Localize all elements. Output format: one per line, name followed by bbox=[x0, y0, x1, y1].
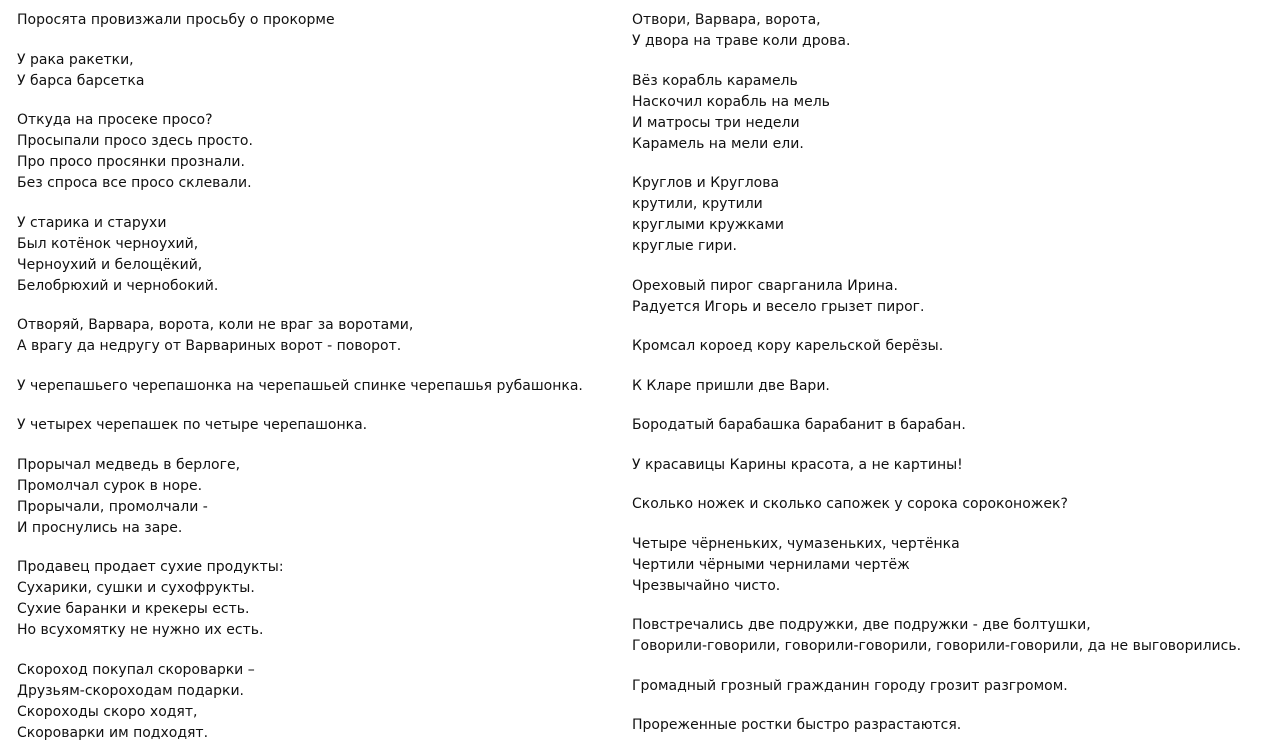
text-line: Четыре чёрненьких, чумазеньких, чертёнка bbox=[632, 535, 960, 552]
text-line: круглые гири. bbox=[632, 238, 737, 254]
text-line: Черноухий и белощёкий, bbox=[17, 256, 203, 273]
text-line: Прорычали, промолчали - bbox=[17, 498, 208, 515]
text-line: круглыми кружками bbox=[632, 217, 785, 233]
text-line: У черепашьего черепашонка на черепашьей спинке черепашья рубашонка. bbox=[17, 377, 583, 394]
text-line: Скороходы скоро ходят, bbox=[17, 703, 198, 720]
text-line: Был котёнок черноухий, bbox=[17, 235, 199, 252]
stanza bbox=[17, 557, 617, 641]
stanza bbox=[632, 676, 1262, 697]
stanza bbox=[17, 415, 617, 436]
stanza bbox=[17, 376, 617, 397]
text-line: Громадный грозный гражданин городу грозит разгромом. bbox=[632, 677, 1068, 694]
text-line: Продавец продает сухие продукты: bbox=[17, 559, 284, 575]
stanza bbox=[632, 494, 1262, 515]
text-line: Друзьям-скороходам подарки. bbox=[17, 682, 245, 699]
text-line: Белобрюхий и чернобокий. bbox=[17, 277, 219, 294]
text-line: Поросята провизжали просьбу о прокорме bbox=[17, 12, 335, 28]
stanza bbox=[17, 50, 617, 92]
text-line: Промолчал сурок в норе. bbox=[17, 477, 203, 494]
text-line: Прореженные ростки быстро разрастаются. bbox=[632, 717, 962, 733]
text-line: Просыпали просо здесь просто. bbox=[17, 133, 253, 149]
text-line: У двора на траве коли дрова. bbox=[632, 33, 851, 49]
text-line: Ореховый пирог сварганила Ирина. bbox=[632, 277, 898, 294]
text-line: Про просо просянки прознали. bbox=[17, 154, 245, 170]
text-line: крутили, крутили bbox=[632, 196, 763, 212]
text-line: Круглов и Круглова bbox=[632, 175, 780, 191]
stanza bbox=[632, 534, 1262, 597]
stanza bbox=[632, 376, 1262, 397]
stanza bbox=[17, 110, 617, 194]
stanza bbox=[632, 415, 1262, 436]
text-line: Наскочил корабль на мель bbox=[632, 93, 830, 110]
text-line: Карамель на мели ели. bbox=[632, 135, 804, 152]
text-line: Скороварки им подходят. bbox=[17, 724, 209, 741]
text-line: К Кларе пришли две Вари. bbox=[632, 377, 830, 394]
stanza bbox=[632, 276, 1262, 318]
text-line: Чертили чёрными чернилами чертёж bbox=[632, 556, 910, 573]
text-line: Говорили-говорили, говорили-говорили, говорили-говорили, да не выговорились. bbox=[632, 638, 1242, 654]
text-line: У барса барсетка bbox=[17, 72, 145, 89]
stanza bbox=[632, 10, 1262, 52]
left-column bbox=[17, 10, 617, 744]
text-line: Без спроса все просо склевали. bbox=[17, 175, 252, 191]
text-line: И проснулись на заре. bbox=[17, 519, 183, 536]
text-line: Сухие баранки и крекеры есть. bbox=[17, 601, 250, 617]
stanza bbox=[632, 71, 1262, 155]
text-line: Прорычал медведь в берлоге, bbox=[17, 456, 241, 473]
text-line: Вёз корабль карамель bbox=[632, 72, 798, 89]
text-line: Повстречались две подружки, две подружки - две болтушки, bbox=[632, 617, 1091, 633]
stanza bbox=[632, 455, 1262, 476]
stanza bbox=[17, 315, 617, 357]
text-line: Скороход покупал скороварки – bbox=[17, 661, 255, 678]
stanza bbox=[632, 336, 1262, 357]
text-line: Кромсал короед кору карельской берёзы. bbox=[632, 338, 944, 354]
stanza bbox=[632, 715, 1262, 736]
text-line: У красавицы Карины красота, а не картины! bbox=[632, 456, 963, 473]
text-line: Чрезвычайно чисто. bbox=[632, 577, 781, 594]
stanza bbox=[17, 213, 617, 297]
text-line: Радуется Игорь и весело грызет пирог. bbox=[632, 298, 925, 315]
stanza bbox=[17, 455, 617, 539]
text-line: Сухарики, сушки и сухофрукты. bbox=[17, 580, 255, 596]
text-line: Но всухомятку не нужно их есть. bbox=[17, 622, 264, 638]
right-column bbox=[632, 10, 1262, 736]
stanza bbox=[632, 615, 1262, 657]
text-line: У рака ракетки, bbox=[17, 51, 134, 68]
text-line: У четырех черепашек по четыре черепашонка. bbox=[17, 417, 368, 433]
text-line: Отворяй, Варвара, ворота, коли не враг за воротами, bbox=[17, 317, 414, 333]
text-line: У старика и старухи bbox=[17, 214, 167, 231]
stanza bbox=[17, 10, 617, 31]
text-line: А врагу да недругу от Варвариных ворот - поворот. bbox=[17, 338, 402, 354]
stanza bbox=[17, 660, 617, 744]
text-line: Отвори, Варвара, ворота, bbox=[632, 12, 821, 28]
stanza bbox=[632, 173, 1262, 257]
text-line: Бородатый барабашка барабанит в барабан. bbox=[632, 417, 966, 433]
text-line: И матросы три недели bbox=[632, 114, 800, 131]
text-line: Откуда на просеке просо? bbox=[17, 112, 213, 128]
text-line: Сколько ножек и сколько сапожек у сорока сороконожек? bbox=[632, 496, 1068, 512]
